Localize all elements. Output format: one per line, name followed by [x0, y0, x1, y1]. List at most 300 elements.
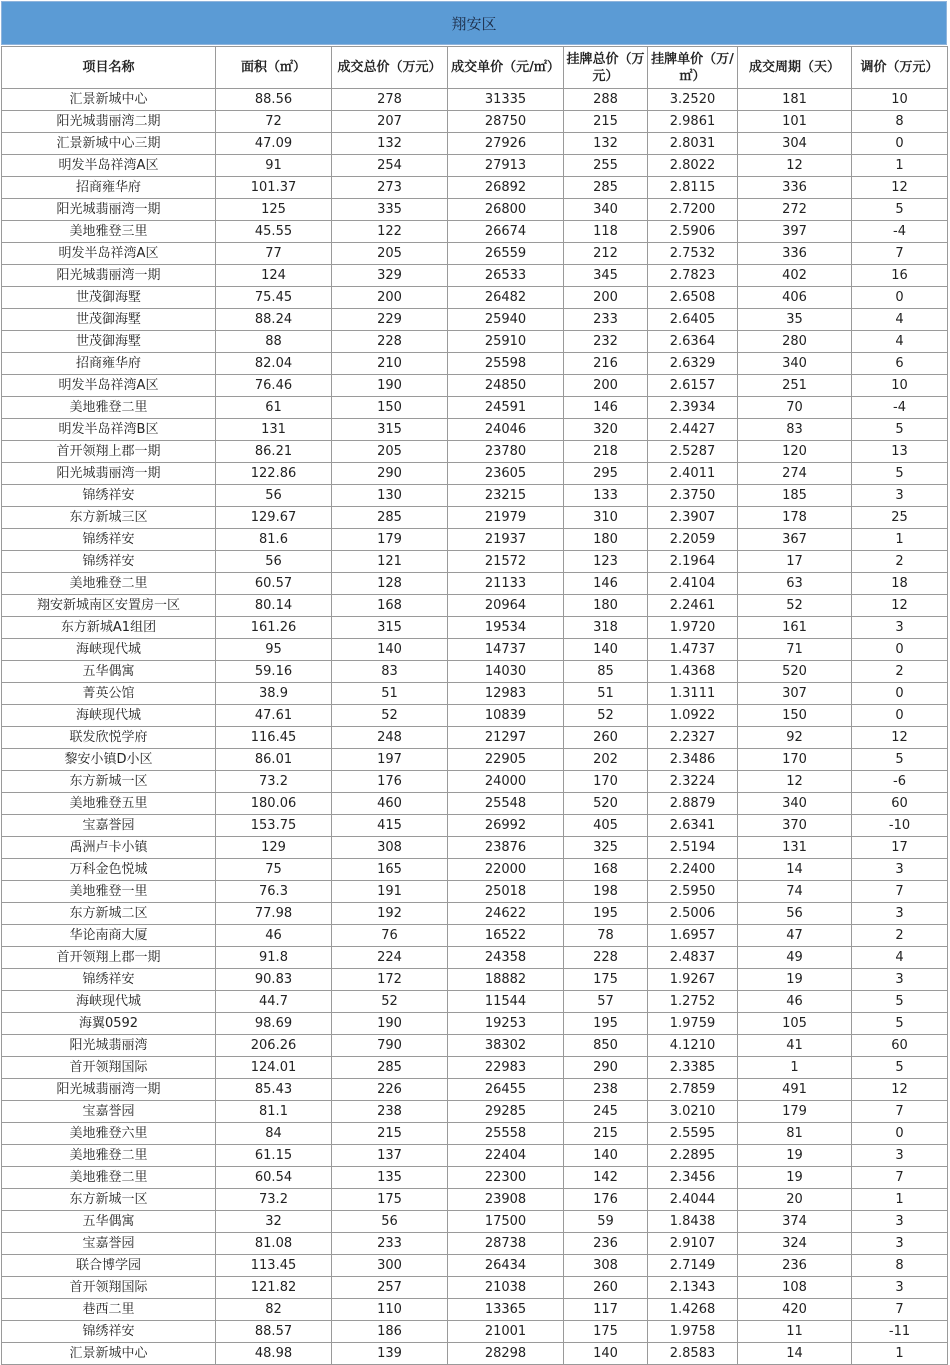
cell-price-adjust: 5	[852, 419, 948, 441]
cell-deal-unit: 26674	[448, 221, 564, 243]
cell-price-adjust: 0	[852, 287, 948, 309]
cell-deal-total: 186	[332, 1321, 448, 1343]
cell-list-unit: 2.3750	[648, 485, 738, 507]
cell-project-name: 联合博学园	[2, 1255, 216, 1277]
cell-deal-cycle: 374	[738, 1211, 852, 1233]
table-row	[2, 1255, 948, 1277]
cell-deal-cycle: 83	[738, 419, 852, 441]
header-project-name: 项目名称	[2, 47, 216, 89]
cell-deal-total: 130	[332, 485, 448, 507]
cell-deal-total: 140	[332, 639, 448, 661]
table-row	[2, 441, 948, 463]
cell-price-adjust: 2	[852, 661, 948, 683]
cell-price-adjust: 8	[852, 111, 948, 133]
cell-list-total: 85	[564, 661, 648, 683]
cell-list-total: 325	[564, 837, 648, 859]
cell-deal-unit: 14030	[448, 661, 564, 683]
cell-deal-cycle: 35	[738, 309, 852, 331]
table-row	[2, 1233, 948, 1255]
cell-deal-cycle: 304	[738, 133, 852, 155]
table-row	[2, 199, 948, 221]
cell-project-name: 美地雅登二里	[2, 1145, 216, 1167]
cell-deal-unit: 26482	[448, 287, 564, 309]
cell-deal-unit: 26434	[448, 1255, 564, 1277]
table-row	[2, 265, 948, 287]
cell-project-name: 阳光城翡丽湾一期	[2, 463, 216, 485]
cell-deal-unit: 13365	[448, 1299, 564, 1321]
cell-price-adjust: 60	[852, 793, 948, 815]
cell-deal-total: 257	[332, 1277, 448, 1299]
cell-area: 72	[216, 111, 332, 133]
cell-area: 82	[216, 1299, 332, 1321]
cell-price-adjust: 3	[852, 485, 948, 507]
cell-list-unit: 1.0922	[648, 705, 738, 727]
cell-list-unit: 1.4268	[648, 1299, 738, 1321]
cell-deal-cycle: 336	[738, 177, 852, 199]
cell-list-total: 202	[564, 749, 648, 771]
cell-deal-total: 51	[332, 683, 448, 705]
cell-deal-total: 315	[332, 419, 448, 441]
cell-deal-cycle: 324	[738, 1233, 852, 1255]
cell-list-total: 260	[564, 727, 648, 749]
cell-area: 84	[216, 1123, 332, 1145]
cell-deal-unit: 21133	[448, 573, 564, 595]
cell-price-adjust: 5	[852, 749, 948, 771]
cell-area: 56	[216, 485, 332, 507]
header-deal-unit: 成交单价（元/㎡）	[448, 47, 564, 89]
cell-area: 131	[216, 419, 332, 441]
cell-project-name: 明发半岛祥湾B区	[2, 419, 216, 441]
cell-list-total: 78	[564, 925, 648, 947]
cell-deal-cycle: 101	[738, 111, 852, 133]
cell-project-name: 菁英公馆	[2, 683, 216, 705]
cell-project-name: 锦绣祥安	[2, 529, 216, 551]
cell-deal-unit: 24591	[448, 397, 564, 419]
cell-project-name: 汇景新城中心	[2, 1343, 216, 1365]
cell-price-adjust: 7	[852, 1101, 948, 1123]
table-row	[2, 925, 948, 947]
cell-list-total: 295	[564, 463, 648, 485]
cell-area: 81.08	[216, 1233, 332, 1255]
cell-deal-cycle: 47	[738, 925, 852, 947]
cell-price-adjust: 60	[852, 1035, 948, 1057]
cell-deal-total: 150	[332, 397, 448, 419]
cell-deal-cycle: 178	[738, 507, 852, 529]
table-row	[2, 1079, 948, 1101]
cell-project-name: 首开领翔国际	[2, 1057, 216, 1079]
table-row	[2, 837, 948, 859]
cell-deal-unit: 27913	[448, 155, 564, 177]
table-row	[2, 419, 948, 441]
cell-list-total: 51	[564, 683, 648, 705]
cell-area: 85.43	[216, 1079, 332, 1101]
cell-list-unit: 2.2400	[648, 859, 738, 881]
cell-deal-total: 248	[332, 727, 448, 749]
cell-area: 129	[216, 837, 332, 859]
table-row	[2, 397, 948, 419]
cell-list-total: 140	[564, 1343, 648, 1365]
cell-price-adjust: 13	[852, 441, 948, 463]
cell-deal-cycle: 367	[738, 529, 852, 551]
cell-deal-total: 273	[332, 177, 448, 199]
cell-area: 73.2	[216, 771, 332, 793]
cell-area: 206.26	[216, 1035, 332, 1057]
cell-deal-total: 205	[332, 243, 448, 265]
cell-list-total: 57	[564, 991, 648, 1013]
header-price-adjust: 调价（万元）	[852, 47, 948, 89]
cell-project-name: 美地雅登三里	[2, 221, 216, 243]
table-row	[2, 991, 948, 1013]
cell-deal-cycle: 179	[738, 1101, 852, 1123]
cell-list-total: 215	[564, 1123, 648, 1145]
cell-deal-cycle: 420	[738, 1299, 852, 1321]
cell-price-adjust: 7	[852, 881, 948, 903]
cell-price-adjust: 0	[852, 683, 948, 705]
cell-area: 61.15	[216, 1145, 332, 1167]
cell-area: 121.82	[216, 1277, 332, 1299]
cell-price-adjust: 10	[852, 89, 948, 111]
cell-list-total: 320	[564, 419, 648, 441]
cell-list-unit: 2.3486	[648, 749, 738, 771]
table-row	[2, 617, 948, 639]
cell-list-total: 405	[564, 815, 648, 837]
cell-deal-unit: 22905	[448, 749, 564, 771]
cell-project-name: 美地雅登六里	[2, 1123, 216, 1145]
cell-area: 81.1	[216, 1101, 332, 1123]
cell-deal-cycle: 74	[738, 881, 852, 903]
cell-list-unit: 2.1343	[648, 1277, 738, 1299]
cell-deal-cycle: 161	[738, 617, 852, 639]
cell-list-unit: 2.2059	[648, 529, 738, 551]
cell-deal-cycle: 370	[738, 815, 852, 837]
cell-deal-total: 229	[332, 309, 448, 331]
cell-list-total: 195	[564, 1013, 648, 1035]
cell-project-name: 华论南商大厦	[2, 925, 216, 947]
cell-area: 90.83	[216, 969, 332, 991]
cell-list-unit: 2.5287	[648, 441, 738, 463]
table-row	[2, 705, 948, 727]
cell-deal-cycle: 12	[738, 155, 852, 177]
cell-list-unit: 2.3934	[648, 397, 738, 419]
cell-list-total: 345	[564, 265, 648, 287]
cell-project-name: 阳光城翡丽湾一期	[2, 199, 216, 221]
cell-deal-unit: 24000	[448, 771, 564, 793]
cell-deal-unit: 27926	[448, 133, 564, 155]
header-area: 面积（㎡）	[216, 47, 332, 89]
cell-list-unit: 2.2327	[648, 727, 738, 749]
cell-deal-cycle: 251	[738, 375, 852, 397]
cell-list-total: 133	[564, 485, 648, 507]
cell-price-adjust: 7	[852, 1167, 948, 1189]
table-row	[2, 1167, 948, 1189]
cell-deal-total: 200	[332, 287, 448, 309]
cell-list-total: 310	[564, 507, 648, 529]
cell-project-name: 明发半岛祥湾A区	[2, 375, 216, 397]
cell-project-name: 阳光城翡丽湾二期	[2, 111, 216, 133]
cell-list-unit: 2.7149	[648, 1255, 738, 1277]
cell-project-name: 首开领翔上郡一期	[2, 441, 216, 463]
cell-project-name: 世茂御海墅	[2, 309, 216, 331]
table-row	[2, 1321, 948, 1343]
table-row	[2, 881, 948, 903]
cell-list-unit: 2.8583	[648, 1343, 738, 1365]
cell-deal-total: 197	[332, 749, 448, 771]
cell-deal-cycle: 12	[738, 771, 852, 793]
cell-area: 116.45	[216, 727, 332, 749]
cell-price-adjust: 4	[852, 309, 948, 331]
cell-list-unit: 2.1964	[648, 551, 738, 573]
cell-project-name: 五华偶寓	[2, 661, 216, 683]
cell-deal-unit: 23780	[448, 441, 564, 463]
cell-deal-unit: 21572	[448, 551, 564, 573]
cell-deal-total: 233	[332, 1233, 448, 1255]
cell-list-total: 233	[564, 309, 648, 331]
cell-price-adjust: 1	[852, 529, 948, 551]
cell-deal-cycle: 170	[738, 749, 852, 771]
cell-project-name: 联发欣悦学府	[2, 727, 216, 749]
cell-list-unit: 1.3111	[648, 683, 738, 705]
cell-price-adjust: 0	[852, 639, 948, 661]
cell-price-adjust: 17	[852, 837, 948, 859]
cell-list-unit: 1.9758	[648, 1321, 738, 1343]
header-list-total: 挂牌总价（万元）	[564, 47, 648, 89]
cell-deal-unit: 26559	[448, 243, 564, 265]
cell-area: 161.26	[216, 617, 332, 639]
cell-deal-cycle: 46	[738, 991, 852, 1013]
cell-list-unit: 2.4044	[648, 1189, 738, 1211]
cell-price-adjust: 3	[852, 1145, 948, 1167]
cell-list-unit: 1.9759	[648, 1013, 738, 1035]
cell-list-unit: 2.4427	[648, 419, 738, 441]
table-row	[2, 89, 948, 111]
cell-project-name: 东方新城二区	[2, 903, 216, 925]
cell-price-adjust: 3	[852, 1211, 948, 1233]
cell-list-total: 123	[564, 551, 648, 573]
table-row	[2, 1123, 948, 1145]
cell-list-unit: 1.2752	[648, 991, 738, 1013]
cell-list-total: 200	[564, 375, 648, 397]
cell-deal-total: 215	[332, 1123, 448, 1145]
cell-deal-cycle: 108	[738, 1277, 852, 1299]
cell-project-name: 汇景新城中心三期	[2, 133, 216, 155]
cell-price-adjust: 5	[852, 1057, 948, 1079]
cell-deal-cycle: 19	[738, 1145, 852, 1167]
cell-project-name: 海翼0592	[2, 1013, 216, 1035]
cell-deal-cycle: 150	[738, 705, 852, 727]
cell-deal-cycle: 92	[738, 727, 852, 749]
table-row	[2, 1211, 948, 1233]
cell-area: 73.2	[216, 1189, 332, 1211]
table-row	[2, 815, 948, 837]
cell-price-adjust: 5	[852, 463, 948, 485]
cell-area: 88	[216, 331, 332, 353]
cell-deal-cycle: 49	[738, 947, 852, 969]
cell-deal-unit: 22404	[448, 1145, 564, 1167]
table-row	[2, 331, 948, 353]
cell-deal-unit: 21297	[448, 727, 564, 749]
cell-deal-total: 285	[332, 1057, 448, 1079]
cell-area: 95	[216, 639, 332, 661]
cell-project-name: 明发半岛祥湾A区	[2, 155, 216, 177]
cell-project-name: 宝嘉誉园	[2, 1233, 216, 1255]
cell-price-adjust: 1	[852, 155, 948, 177]
cell-price-adjust: -6	[852, 771, 948, 793]
cell-deal-total: 168	[332, 595, 448, 617]
cell-price-adjust: 12	[852, 595, 948, 617]
cell-list-unit: 2.8022	[648, 155, 738, 177]
cell-deal-unit: 24850	[448, 375, 564, 397]
cell-deal-cycle: 11	[738, 1321, 852, 1343]
cell-price-adjust: 3	[852, 969, 948, 991]
cell-area: 88.57	[216, 1321, 332, 1343]
cell-deal-unit: 21937	[448, 529, 564, 551]
cell-deal-cycle: 19	[738, 969, 852, 991]
cell-project-name: 美地雅登二里	[2, 1167, 216, 1189]
cell-price-adjust: 0	[852, 133, 948, 155]
table-row	[2, 287, 948, 309]
cell-list-total: 176	[564, 1189, 648, 1211]
cell-price-adjust: -11	[852, 1321, 948, 1343]
cell-list-total: 117	[564, 1299, 648, 1321]
cell-deal-total: 122	[332, 221, 448, 243]
cell-list-unit: 2.9861	[648, 111, 738, 133]
table-row	[2, 947, 948, 969]
cell-list-total: 180	[564, 529, 648, 551]
cell-deal-cycle: 185	[738, 485, 852, 507]
cell-list-unit: 2.5595	[648, 1123, 738, 1145]
cell-deal-total: 110	[332, 1299, 448, 1321]
cell-project-name: 翔安新城南区安置房一区	[2, 595, 216, 617]
cell-project-name: 明发半岛祥湾A区	[2, 243, 216, 265]
cell-list-unit: 1.9720	[648, 617, 738, 639]
cell-price-adjust: 7	[852, 243, 948, 265]
table-row	[2, 353, 948, 375]
cell-area: 86.01	[216, 749, 332, 771]
cell-deal-cycle: 491	[738, 1079, 852, 1101]
cell-deal-total: 228	[332, 331, 448, 353]
cell-area: 82.04	[216, 353, 332, 375]
cell-list-total: 170	[564, 771, 648, 793]
table-row	[2, 639, 948, 661]
cell-deal-cycle: 20	[738, 1189, 852, 1211]
table-row	[2, 507, 948, 529]
cell-deal-unit: 14737	[448, 639, 564, 661]
cell-list-unit: 2.7859	[648, 1079, 738, 1101]
cell-project-name: 锦绣祥安	[2, 969, 216, 991]
cell-deal-unit: 25910	[448, 331, 564, 353]
cell-price-adjust: 25	[852, 507, 948, 529]
table-row	[2, 177, 948, 199]
cell-area: 44.7	[216, 991, 332, 1013]
cell-deal-total: 179	[332, 529, 448, 551]
cell-project-name: 阳光城翡丽湾	[2, 1035, 216, 1057]
cell-deal-cycle: 19	[738, 1167, 852, 1189]
cell-list-total: 200	[564, 287, 648, 309]
table-row	[2, 1145, 948, 1167]
cell-list-total: 340	[564, 199, 648, 221]
cell-list-total: 245	[564, 1101, 648, 1123]
cell-deal-total: 139	[332, 1343, 448, 1365]
cell-price-adjust: -10	[852, 815, 948, 837]
cell-list-unit: 2.3456	[648, 1167, 738, 1189]
cell-list-total: 290	[564, 1057, 648, 1079]
cell-deal-cycle: 307	[738, 683, 852, 705]
cell-deal-total: 790	[332, 1035, 448, 1057]
cell-area: 45.55	[216, 221, 332, 243]
cell-area: 81.6	[216, 529, 332, 551]
cell-area: 124	[216, 265, 332, 287]
cell-price-adjust: 16	[852, 265, 948, 287]
cell-list-unit: 2.4104	[648, 573, 738, 595]
cell-price-adjust: 3	[852, 1233, 948, 1255]
cell-project-name: 海峡现代城	[2, 705, 216, 727]
cell-list-unit: 2.3385	[648, 1057, 738, 1079]
cell-price-adjust: 2	[852, 551, 948, 573]
cell-deal-total: 278	[332, 89, 448, 111]
cell-price-adjust: 3	[852, 617, 948, 639]
cell-deal-total: 175	[332, 1189, 448, 1211]
table-row	[2, 1057, 948, 1079]
cell-area: 91.8	[216, 947, 332, 969]
cell-project-name: 招商雍华府	[2, 177, 216, 199]
cell-project-name: 首开领翔上郡一期	[2, 947, 216, 969]
cell-deal-cycle: 41	[738, 1035, 852, 1057]
cell-price-adjust: 4	[852, 331, 948, 353]
cell-deal-total: 165	[332, 859, 448, 881]
cell-deal-total: 172	[332, 969, 448, 991]
cell-area: 75.45	[216, 287, 332, 309]
cell-deal-total: 52	[332, 705, 448, 727]
table-row	[2, 771, 948, 793]
header-deal-total: 成交总价（万元）	[332, 47, 448, 89]
cell-project-name: 锦绣祥安	[2, 485, 216, 507]
table-row	[2, 1277, 948, 1299]
cell-area: 113.45	[216, 1255, 332, 1277]
cell-list-unit: 2.6157	[648, 375, 738, 397]
cell-deal-cycle: 274	[738, 463, 852, 485]
table-row	[2, 903, 948, 925]
cell-list-total: 168	[564, 859, 648, 881]
cell-list-total: 218	[564, 441, 648, 463]
cell-project-name: 五华偶寓	[2, 1211, 216, 1233]
cell-list-unit: 3.2520	[648, 89, 738, 111]
cell-list-total: 228	[564, 947, 648, 969]
table-row	[2, 551, 948, 573]
cell-deal-unit: 28750	[448, 111, 564, 133]
cell-project-name: 世茂御海墅	[2, 287, 216, 309]
cell-deal-cycle: 181	[738, 89, 852, 111]
header-list-unit: 挂牌单价（万/㎡）	[648, 47, 738, 89]
cell-deal-cycle: 52	[738, 595, 852, 617]
cell-area: 46	[216, 925, 332, 947]
table-row	[2, 661, 948, 683]
cell-deal-total: 315	[332, 617, 448, 639]
cell-area: 129.67	[216, 507, 332, 529]
cell-deal-total: 300	[332, 1255, 448, 1277]
cell-list-total: 520	[564, 793, 648, 815]
cell-area: 60.57	[216, 573, 332, 595]
table-row	[2, 155, 948, 177]
cell-deal-total: 190	[332, 375, 448, 397]
cell-deal-total: 460	[332, 793, 448, 815]
cell-list-total: 142	[564, 1167, 648, 1189]
cell-deal-unit: 21001	[448, 1321, 564, 1343]
cell-price-adjust: 8	[852, 1255, 948, 1277]
cell-list-total: 288	[564, 89, 648, 111]
cell-deal-total: 137	[332, 1145, 448, 1167]
cell-list-unit: 2.6405	[648, 309, 738, 331]
cell-list-unit: 2.3907	[648, 507, 738, 529]
